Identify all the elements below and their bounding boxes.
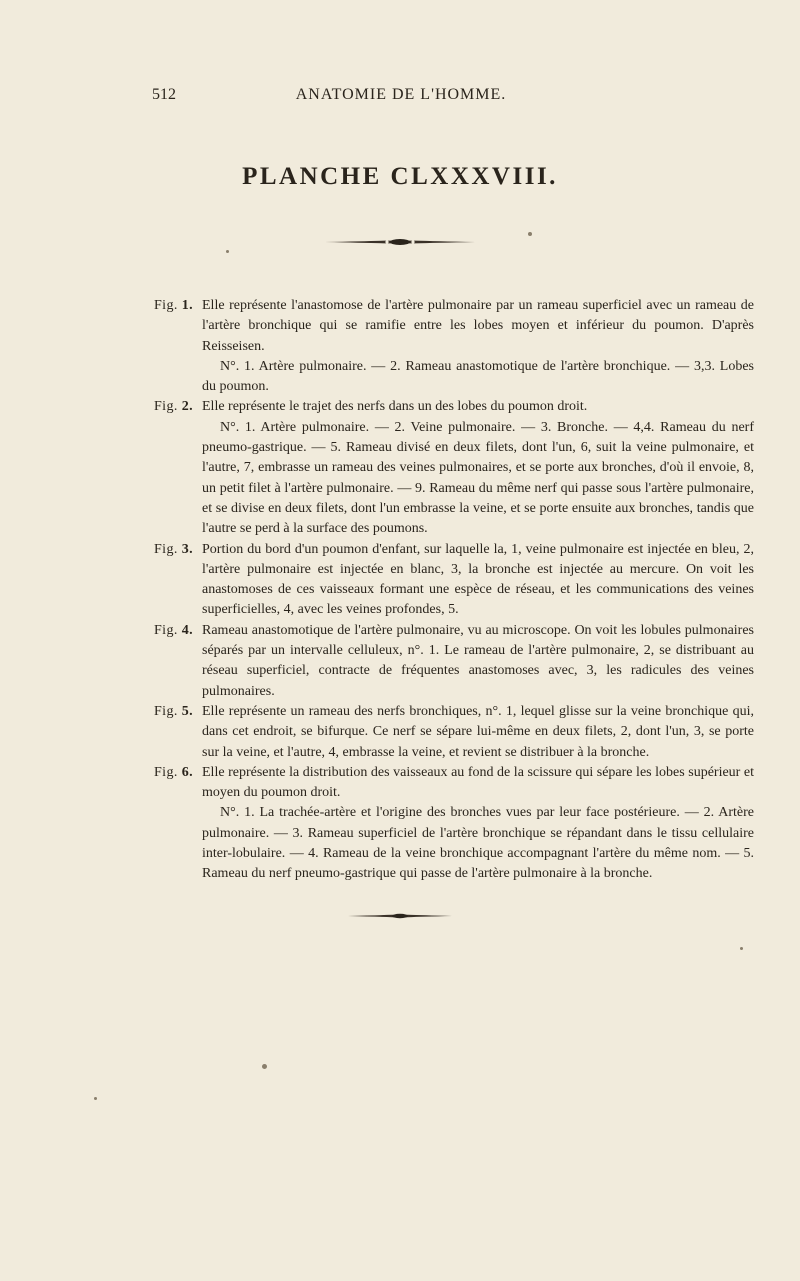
figure-legend [154,540,754,621]
figure-description: Elle représente l'anastomose de l'artère pulmonaire par un rameau superficiel avec un rameau de l'artère bronchique qui se ramifie entre les lobes moyen et inférieur du poumon. D'après Reisseisen. [202,298,754,354]
figure-numbered-parts: N°. 1. La trachée-artère et l'origine des bronches vues par leur face postérieure. — 2. Artère pulmonaire. — 3. Rameau superficiel de l'artère bronchique se répandant dans le tissu cellulaire inter-lobulaire. — 4. Rameau de la veine bronchique accompagnant l'artère du même nom. — 5. Rameau du nerf pneumo-gastrique qui passe de l'artère pulmonaire à la bronche. [202,805,754,882]
figure-label: Fig. 4. [154,622,193,638]
figure-numbered-parts: N°. 1. Artère pulmonaire. — 2. Rameau anastomotique de l'artère bronchique. — 3,3. Lobes du poumon. [202,358,754,395]
decorative-rule-bottom [348,913,452,919]
figure-description: Elle représente un rameau des nerfs bronchiques, n°. 1, lequel glisse sur la veine bronchique qui, dans cet endroit, se bifurque. Ce nerf se sépare lui-même en deux filets, 2, dont l'un, 3, se porte sur la veine, et l'autre, 4, embrasse la veine, et revient se distribuer à la bronche. [202,703,754,760]
figure-label: Fig. 5. [154,703,193,719]
figure-description: Elle représente la distribution des vaisseaux au fond de la scissure qui sépare les lobes supérieur et moyen du poumon droit. [202,764,754,801]
plate-title: PLANCHE CLXXXVIII. [242,163,558,190]
paper-speck [94,1097,97,1100]
figure-description: Elle représente le trajet des nerfs dans un des lobes du poumon droit. [202,399,588,415]
figure-legend [154,397,754,539]
running-title: ANATOMIE DE L'HOMME. [295,86,507,103]
figure-numbered-parts: N°. 1. Artère pulmonaire. — 2. Veine pulmonaire. — 3. Bronche. — 4,4. Rameau du nerf pneumo-gastrique. — 5. Rameau divisé en deux filets, dont l'un, 6, suit la veine pulmonaire, et l'autre, 7, embrasse un rameau des veines pulmonaires, et se porte aux bronches, d'où il envoie, 8, un petit filet à l'artère pulmonaire. — 9. Rameau du même nerf qui passe sous l'artère pulmonaire, et se divise en deux filets, dont l'un embrasse la veine, et se porte ensuite aux bronches, tandis que l'autre se perd à la surface des poumons. [202,419,754,537]
figure-legend [154,296,754,397]
page-number: 512 [152,86,176,103]
figure-label: Fig. 6. [154,764,193,780]
figure-label: Fig. 2. [154,399,193,415]
figure-label: Fig. 3. [154,541,193,557]
figure-label: Fig. 1. [154,298,193,313]
figure-legend [154,763,754,885]
figure-legend [154,621,754,702]
decorative-rule-top [325,238,475,246]
figure-legends [154,296,754,885]
paper-speck [262,1064,267,1069]
paper-speck [226,250,229,253]
running-head [152,86,650,108]
paper-speck [740,947,743,950]
figure-description: Portion du bord d'un poumon d'enfant, sur laquelle la, 1, veine pulmonaire est injectée en bleu, 2, l'artère pulmonaire est injectée en blanc, 3, la bronche est injectée au mercure. On voit les anastomoses de ces vaisseaux formant une espèce de réseau, et les communications des veines superficielles, 4, avec les veines profondes, 5. [202,541,754,618]
paper-speck [528,232,532,236]
figure-description: Rameau anastomotique de l'artère pulmonaire, vu au microscope. On voit les lobules pulmonaires séparés par un intervalle celluleux, n°. 1. Le rameau de l'artère pulmonaire, 2, se distribuant au réseau superficiel, contracte de fréquentes anastomoses avec, 3, les radicules des veines pulmonaires. [202,622,754,699]
figure-legend [154,702,754,763]
